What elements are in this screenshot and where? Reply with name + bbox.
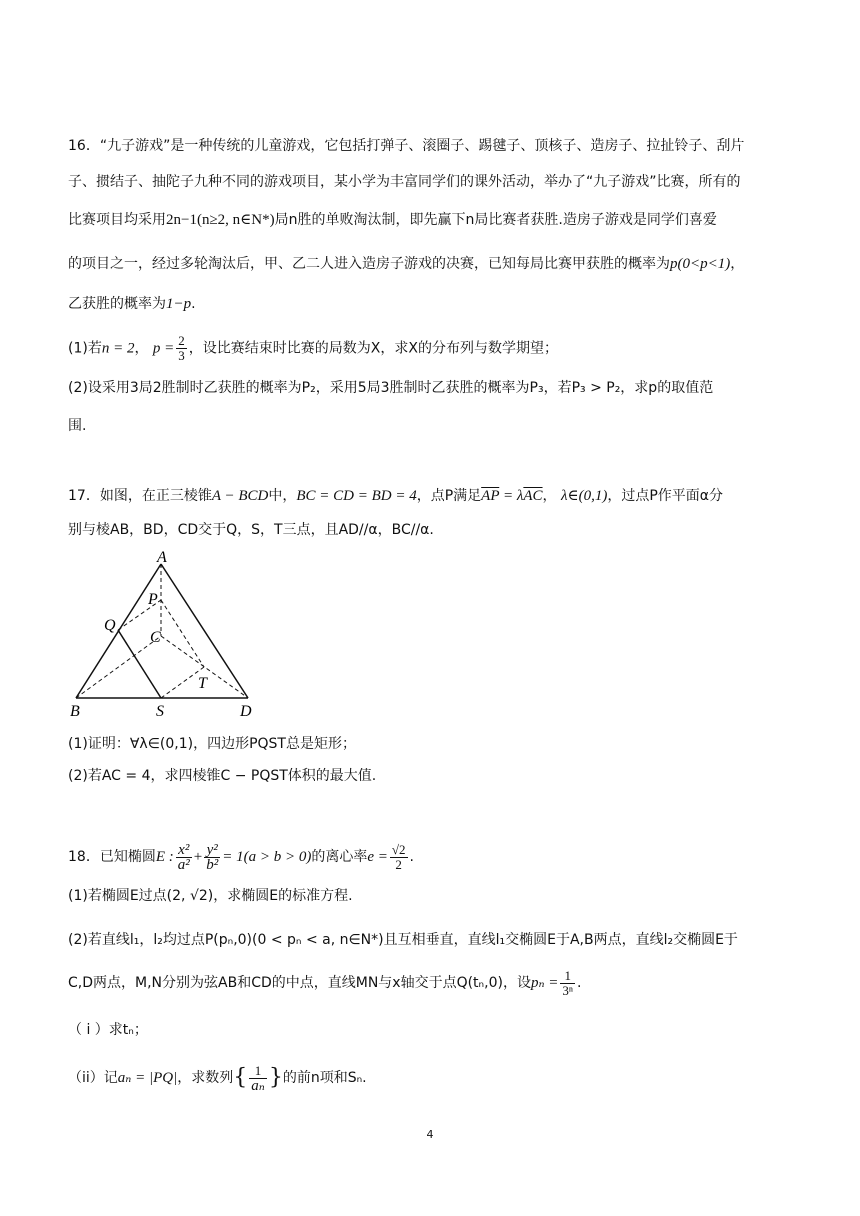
q18-cond: = 1(a > b > 0) (222, 849, 312, 865)
q18-xn: x² (176, 843, 192, 858)
q16-line5: 乙获胜的概率为1−p. (68, 296, 196, 312)
q17-vec-ac: $\overline{AC}$ (523, 488, 543, 504)
label-p: P (148, 591, 158, 608)
q16-p1-fraction (176, 334, 187, 363)
q16-p1-p: p = (152, 340, 175, 357)
q18-en: √2 (391, 841, 406, 857)
q18-plus: + (193, 849, 203, 865)
q18-pn-num: 1 (560, 969, 575, 984)
q18-ii-num: 1 (249, 1064, 267, 1079)
q17-line1-m2: BC = CD = BD = 4 (296, 488, 417, 504)
q18-part1: (1)若椭圆E过点(2, √2)，求椭圆E的标准方程. (68, 888, 353, 904)
q18-xd: a² (177, 856, 190, 873)
q18-ecc-fraction (390, 843, 408, 872)
q18-line1-pre: 18．已知椭圆 (68, 849, 156, 865)
label-a: A (157, 550, 167, 566)
q16-p1-den: 3 (178, 348, 185, 363)
q18-y-fraction (204, 843, 220, 872)
q18-ed: 2 (395, 856, 402, 872)
q18-yn: y² (204, 843, 220, 858)
q16-line2: 子、掼结子、抽陀子九种不同的游戏项目，某小学为丰富同学们的课外活动，举办了“九子游戏”比赛，所有的 (68, 174, 741, 190)
q18-p2-line2-pre: C,D两点，M,N分别为弦AB和CD的中点，直线MN与x轴交于点Q(tₙ,0)，设 (68, 975, 531, 991)
left-brace: { (233, 1065, 248, 1090)
q18-yd: b² (206, 856, 219, 873)
q16-part2: (2)设采用3局2胜制时乙获胜的概率为P₂，采用5局3胜制时乙获胜的概率为P₃，若P₃ > P₂，求p的取值范 (68, 380, 714, 396)
q16-line4: 的项目之一，经过多轮淘汰后，甲、乙二人进入造房子游戏的决赛，已知每局比赛甲获胜的概率为p(0<p<1)， (68, 256, 745, 272)
q18-ii-den: aₙ (251, 1077, 265, 1094)
q16-line3-post: 局n胜的单败淘汰制，即先赢下n局比赛者获胜.造房子游戏是同学们喜爱 (274, 212, 717, 228)
q17-line1-m1: A − BCD (211, 488, 269, 504)
q18-ii-fraction (249, 1064, 267, 1093)
q16-line3-pre: 比赛项目均采用 (68, 212, 166, 228)
segment-pt (161, 600, 204, 667)
q17-vec-ap: $\overline{AP}$ (481, 488, 500, 504)
q16-p1-pre: (1)若 (68, 340, 102, 357)
q18-x-fraction (176, 843, 192, 872)
q18-ellipse-e: E : (155, 849, 174, 865)
q17-line1-pre: 17．如图，在正三棱锥 (68, 488, 212, 504)
q18-ii-post: 的前n项和Sₙ. (282, 1070, 367, 1086)
q17-line2: 别与棱AB，BD，CD交于Q，S，T三点，且AD//α，BC//α. (68, 522, 434, 538)
q18-ii-pre: （ii）记 (68, 1070, 118, 1086)
q17-line1-post: ，过点P作平面α分 (607, 488, 723, 504)
label-t: T (198, 675, 207, 692)
q16-p1-post: ，设比赛结束时比赛的局数为X，求X的分布列与数学期望； (188, 340, 558, 357)
q16-p1-num: 2 (178, 333, 185, 348)
q16-part2-end: 围. (68, 418, 87, 434)
q16-line1: 16．“九子游戏”是一种传统的儿童游戏，它包括打弹子、滚圈子、踢毽子、顶核子、造房子、拉扯铃子、刮片 (68, 138, 745, 154)
q17-part2: (2)若AC = 4，求四棱锥C − PQST体积的最大值. (68, 768, 377, 784)
q18-ii-mid: ，求数列 (177, 1070, 234, 1086)
q18-part2-line1: (2)若直线l₁，l₂均过点P(pₙ,0)(0 < pₙ < a, n∈N*)且互相垂直，直线l₁交椭圆E于A,B两点，直线l₂交椭圆E于 (68, 932, 738, 948)
tetrahedron-figure (60, 550, 270, 720)
label-d: D (240, 703, 252, 720)
q17-line1: 17．如图，在正三棱锥A − BCD中，BC = CD = BD = 4，点P满足$\overline{AP} = \lambda\overline{AC}$， λ∈(0,1)，过点P作平面α分 (68, 488, 723, 504)
right-brace: } (268, 1065, 283, 1090)
q16-part1: (1)若n = 2， p = $\frac{2}{3}$ ，设比赛结束时比赛的局数为X，求X的分布列与数学期望； (68, 333, 558, 363)
q16-line3 (68, 210, 717, 230)
q18-ecc: e = (367, 849, 388, 865)
label-q: Q (104, 617, 116, 634)
q16-line3-math: 2n−1(n≥2, n∈N*) (166, 212, 275, 228)
label-c: C (150, 629, 161, 646)
label-s: S (156, 703, 164, 720)
q16-p1-n: n = 2 (101, 340, 135, 357)
q16-line5-math: 1−p (166, 296, 192, 312)
q18-sub-i: （ i ）求tₙ； (68, 1022, 148, 1038)
q18-part2-line2: C,D两点，M,N分别为弦AB和CD的中点，直线MN与x轴交于点Q(tₙ,0)，设pₙ = $\frac{1}{\text{3ⁿ}}$ . (68, 967, 582, 998)
q18-line1-mid: 的离心率 (311, 849, 368, 865)
page-number: 4 (426, 1128, 434, 1141)
q18-ii-math: aₙ = |PQ| (117, 1070, 178, 1086)
q18-pn-den: 3ⁿ (562, 982, 574, 998)
q16-line4-pre: 的项目之一，经过多轮淘汰后，甲、乙二人进入造房子游戏的决赛，已知每局比赛甲获胜的概率为 (68, 256, 670, 272)
q17-line1-mid: 中， (268, 488, 297, 504)
q17-line1-mid2: ，点P满足 (416, 488, 482, 504)
edge-bc (76, 636, 161, 698)
q17-line1-m3: λ∈(0,1) (560, 488, 608, 504)
q18-pn-fraction (560, 969, 575, 998)
q18-pn: pₙ = (530, 975, 559, 991)
q18-line1: 18．已知椭圆E : $\frac{\text{x²}}{\text{a²}}$ + $\frac{\text{y²}}{\text{b²}}$ = 1(a > b > 0)的离心率e = $\frac{√2}{2}$ . (68, 841, 414, 873)
q16-line4-math: p(0<p<1) (670, 256, 731, 272)
hidden-lines (76, 564, 248, 698)
q17-part1: (1)证明：∀λ∈(0,1)，四边形PQST总是矩形； (68, 736, 356, 752)
q18-sub-ii (68, 1058, 367, 1098)
label-b: B (70, 703, 80, 720)
q17-eq: = λ (499, 488, 524, 504)
q16-line5-pre: 乙获胜的概率为 (68, 296, 166, 312)
